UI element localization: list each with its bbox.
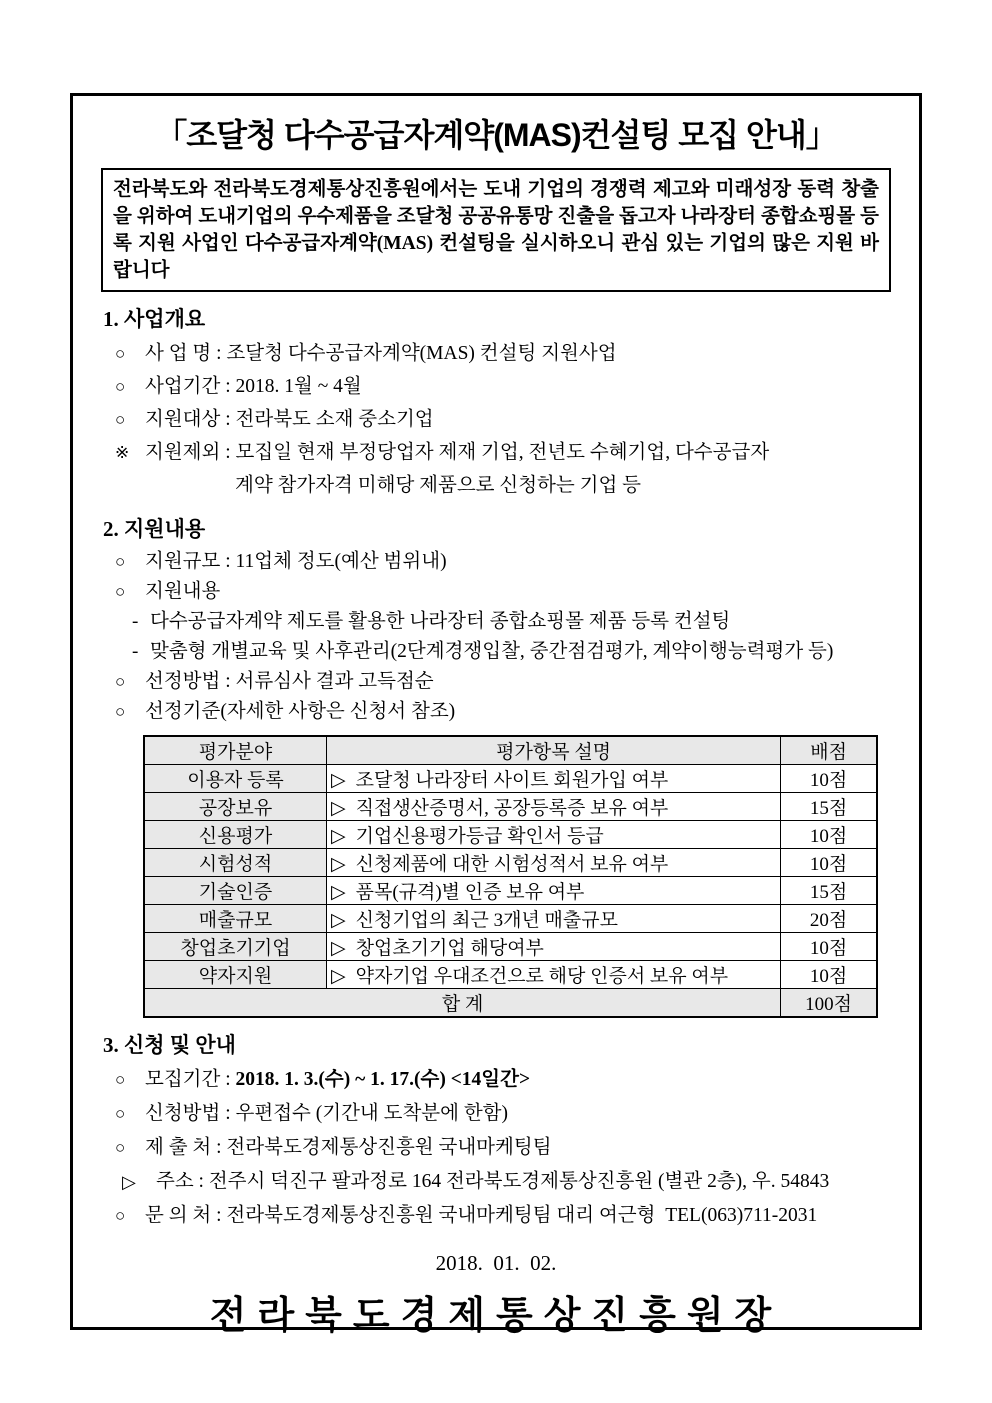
item-text: 사 업 명 : 조달청 다수공급자계약(MAS) 컨설팅 지원사업 <box>145 343 617 364</box>
list-item <box>100 436 892 469</box>
section3-item-list <box>100 1063 892 1233</box>
list-item <box>100 667 892 697</box>
table-row <box>144 905 877 933</box>
eval-score-cell: 15점 <box>781 793 877 821</box>
evaluation-criteria-table <box>143 735 878 1018</box>
item-text: 주소 : 전주시 덕진구 팔과정로 164 전라북도경제통상진흥원 (별관 2층), 우. 54843 <box>156 1171 830 1192</box>
eval-category-cell: 약자지원 <box>144 961 326 989</box>
triangle-bullet-icon: ▷ <box>330 938 346 959</box>
triangle-bullet-icon: ▷ <box>330 798 346 819</box>
triangle-bullet-icon: ▷ <box>330 966 346 987</box>
circle-bullet-icon: ○ <box>115 552 126 571</box>
table-header-row <box>144 736 877 765</box>
eval-desc-text: 창업초기기업 해당여부 <box>355 938 544 959</box>
dash-bullet-icon: - <box>132 611 139 632</box>
triangle-bullet-icon: ▷ <box>330 882 346 903</box>
item-text: 맞춤형 개별교육 및 사후관리(2단계경쟁입찰, 중간점검평가, 계약이행능력평가 등) <box>150 641 834 662</box>
intro-text: 전라북도와 전라북도경제통상진흥원에서는 도내 기업의 경쟁력 제고와 미래성장 동력 창출을 위하여 도내기업의 우수제품을 조달청 공공유통망 진출을 돕고자 나라장터 종합쇼핑몰 등록 지원 사업인 다수공급자계약(MAS) 컨설팅을 실시하오니 관심 있는 기업의 많은 지원 바랍니다 <box>113 179 879 281</box>
header-eval-score: 배점 <box>781 736 877 765</box>
item-text <box>145 1063 892 1097</box>
item-text: 문 의 처 : 전라북도경제통상진흥원 국내마케팅팀 대리 여근형 TEL(063)711-2031 <box>145 1205 818 1226</box>
eval-desc-text: 신청제품에 대한 시험성적서 보유 여부 <box>355 854 669 875</box>
table-row <box>144 765 877 793</box>
eval-score-cell: 10점 <box>781 765 877 793</box>
table-row <box>144 849 877 877</box>
list-item-sub <box>100 637 892 667</box>
eval-score-cell: 20점 <box>781 905 877 933</box>
table-row <box>144 933 877 961</box>
eval-score-cell: 10점 <box>781 933 877 961</box>
list-item <box>100 370 892 403</box>
list-item <box>100 547 892 577</box>
dash-bullet-icon: - <box>132 641 139 662</box>
list-item <box>100 577 892 607</box>
list-item-continuation <box>100 469 892 502</box>
eval-desc-text: 조달청 나라장터 사이트 회원가입 여부 <box>355 770 669 791</box>
eval-desc-text: 직접생산증명서, 공장등록증 보유 여부 <box>355 798 669 819</box>
eval-desc-cell <box>326 905 780 933</box>
item-text: 다수공급자계약 제도를 활용한 나라장터 종합쇼핑몰 제품 등록 컨설팅 <box>150 611 731 632</box>
circle-bullet-icon: ○ <box>115 344 126 363</box>
eval-desc-cell <box>326 877 780 905</box>
item-text-prefix: 모집기간 : <box>145 1069 236 1090</box>
eval-score-cell: 15점 <box>781 877 877 905</box>
eval-desc-cell <box>326 821 780 849</box>
eval-category-cell: 기술인증 <box>144 877 326 905</box>
circle-bullet-icon: ○ <box>115 702 126 721</box>
triangle-bullet-icon: ▷ <box>122 1172 136 1192</box>
circle-bullet-icon: ○ <box>115 377 126 396</box>
eval-category-cell: 창업초기기업 <box>144 933 326 961</box>
table-row <box>144 961 877 989</box>
document-title: 「조달청 다수공급자계약(MAS)컨설팅 모집 안내」 <box>155 117 837 153</box>
header-eval-description: 평가항목 설명 <box>326 736 780 765</box>
issuer-signature: 전라북도경제통상진흥원장 <box>209 1295 783 1337</box>
circle-bullet-icon: ○ <box>115 672 126 691</box>
triangle-bullet-icon: ▷ <box>330 826 346 847</box>
circle-bullet-icon: ○ <box>115 1104 126 1123</box>
reference-mark-icon: ※ <box>115 443 130 462</box>
section3-heading: 3. 신청 및 안내 <box>103 1033 236 1057</box>
eval-desc-text: 신청기업의 최근 3개년 매출규모 <box>355 910 618 931</box>
eval-category-cell: 공장보유 <box>144 793 326 821</box>
intro-box <box>101 168 891 292</box>
list-item <box>100 1097 892 1131</box>
circle-bullet-icon: ○ <box>115 582 126 601</box>
total-score-cell: 100점 <box>781 989 877 1018</box>
eval-score-cell: 10점 <box>781 821 877 849</box>
eval-desc-text: 품목(규격)별 인증 보유 여부 <box>355 882 585 903</box>
circle-bullet-icon: ○ <box>115 1138 126 1157</box>
section2-item-list <box>100 547 892 727</box>
eval-desc-text: 약자기업 우대조건으로 해당 인증서 보유 여부 <box>355 966 729 987</box>
eval-score-cell: 10점 <box>781 849 877 877</box>
list-item <box>100 1063 892 1097</box>
eval-category-cell: 이용자 등록 <box>144 765 326 793</box>
table-row <box>144 793 877 821</box>
section2-heading: 2. 지원내용 <box>103 517 206 541</box>
section1-heading: 1. 사업개요 <box>103 307 206 331</box>
item-text: 사업기간 : 2018. 1월 ~ 4월 <box>145 376 362 397</box>
header-eval-category: 평가분야 <box>144 736 326 765</box>
list-item <box>100 1199 892 1233</box>
eval-desc-cell <box>326 961 780 989</box>
eval-desc-text: 기업신용평가등급 확인서 등급 <box>355 826 604 847</box>
issue-date: 2018. 01. 02. <box>435 1251 557 1275</box>
item-text: 지원대상 : 전라북도 소재 중소기업 <box>145 409 434 430</box>
item-text: 선정방법 : 서류심사 결과 고득점순 <box>145 671 434 692</box>
item-text: 지원제외 : 모집일 현재 부정당업자 제재 기업, 전년도 수혜기업, 다수공급자 <box>145 442 770 463</box>
item-text: 신청방법 : 우편접수 (기간내 도착분에 한함) <box>145 1103 509 1124</box>
eval-desc-cell <box>326 765 780 793</box>
triangle-bullet-icon: ▷ <box>330 910 346 931</box>
eval-desc-cell <box>326 849 780 877</box>
total-label-cell: 합 계 <box>144 989 781 1018</box>
triangle-bullet-icon: ▷ <box>330 854 346 875</box>
list-item <box>100 1131 892 1165</box>
list-item-sub <box>100 607 892 637</box>
eval-category-cell: 시험성적 <box>144 849 326 877</box>
table-total-row <box>144 989 877 1018</box>
table-row <box>144 821 877 849</box>
section1-item-list <box>100 337 892 502</box>
list-item-address <box>100 1165 892 1199</box>
item-text: 계약 참가자격 미해당 제품으로 신청하는 기업 등 <box>235 475 641 496</box>
eval-desc-cell <box>326 793 780 821</box>
document-border <box>70 93 922 1337</box>
list-item <box>100 697 892 727</box>
list-item <box>100 337 892 370</box>
recruitment-period-value: 2018. 1. 3.(수) ~ 1. 17.(수) <14일간> <box>235 1069 531 1090</box>
list-item <box>100 403 892 436</box>
circle-bullet-icon: ○ <box>115 1206 126 1225</box>
table-row <box>144 877 877 905</box>
eval-category-cell: 신용평가 <box>144 821 326 849</box>
eval-score-cell: 10점 <box>781 961 877 989</box>
item-text: 지원내용 <box>145 581 221 602</box>
item-text: 선정기준(자세한 사항은 신청서 참조) <box>145 701 456 722</box>
circle-bullet-icon: ○ <box>115 1070 126 1089</box>
circle-bullet-icon: ○ <box>115 410 126 429</box>
eval-category-cell: 매출규모 <box>144 905 326 933</box>
item-text: 지원규모 : 11업체 정도(예산 범위내) <box>145 551 447 572</box>
item-text: 제 출 처 : 전라북도경제통상진흥원 국내마케팅팀 <box>145 1137 552 1158</box>
eval-desc-cell <box>326 933 780 961</box>
triangle-bullet-icon: ▷ <box>330 770 346 791</box>
